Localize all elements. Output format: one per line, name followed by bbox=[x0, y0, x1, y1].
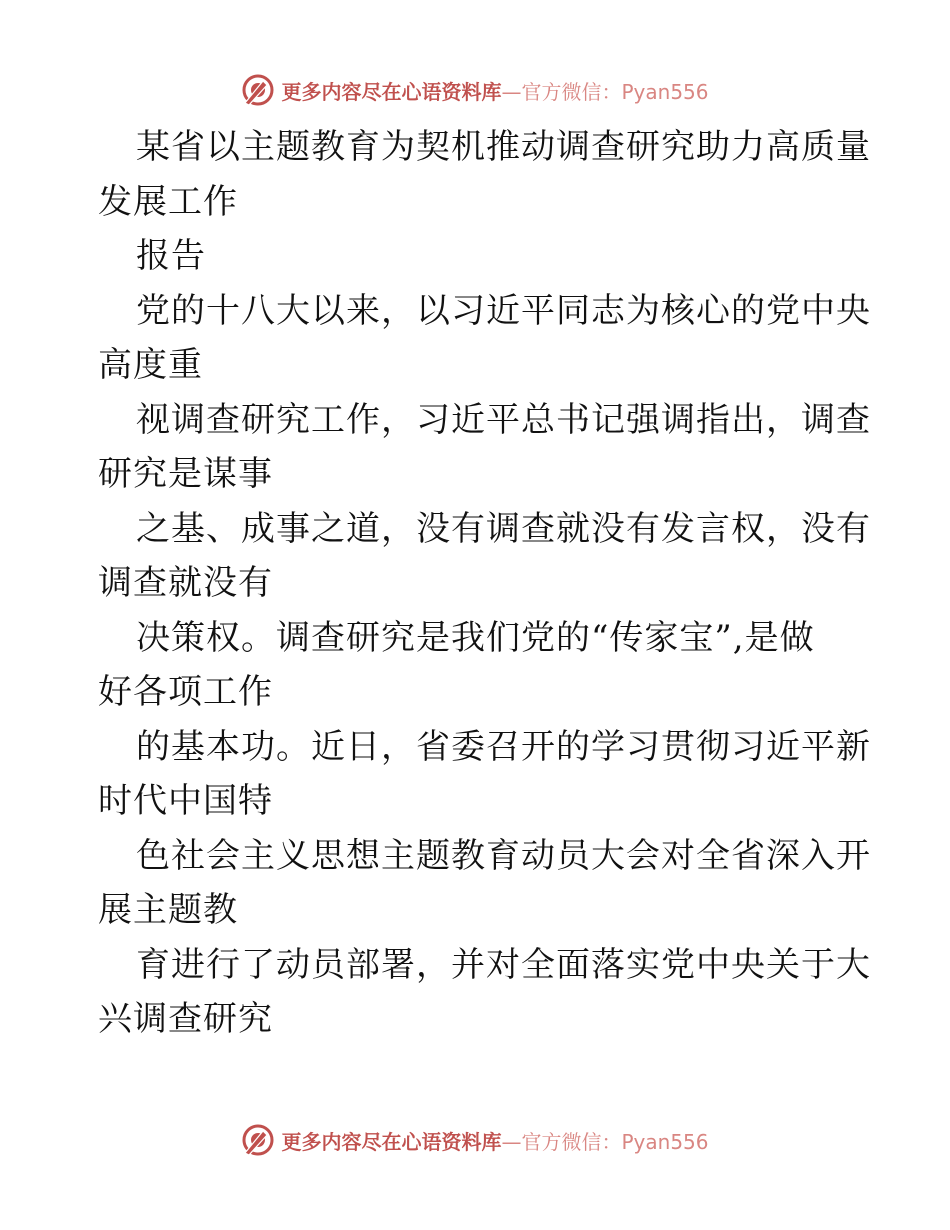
document-line: 的基本功。近日，省委召开的学习贯彻习近平新 bbox=[136, 726, 871, 767]
document-line: 时代中国特 bbox=[98, 781, 273, 821]
document-line: 决策权。调查研究是我们党的“传家宝”,是做 bbox=[136, 617, 815, 658]
document-line: 党的十八大以来，以习近平同志为核心的党中央 bbox=[136, 290, 871, 331]
document-line: 发展工作 bbox=[98, 181, 238, 222]
document-line: 好各项工作 bbox=[98, 672, 273, 712]
document-line: 调查就没有 bbox=[98, 563, 273, 603]
header-watermark-banner bbox=[0, 70, 950, 110]
document-line: 展主题教 bbox=[98, 890, 238, 930]
banner-separator: — bbox=[501, 1129, 522, 1154]
document-line: 研究是谋事 bbox=[98, 454, 273, 494]
footer-banner-text bbox=[281, 1126, 708, 1155]
document-line: 视调查研究工作，习近平总书记强调指出，调查 bbox=[136, 399, 871, 440]
document-body bbox=[98, 120, 871, 1047]
wechat-label: 官方微信： bbox=[521, 1129, 622, 1154]
document-line: 高度重 bbox=[98, 345, 203, 385]
footer-watermark-banner bbox=[0, 1120, 950, 1160]
pen-circle-logo-icon bbox=[241, 1123, 275, 1157]
site-name-text: 更多内容尽在心语资料库 bbox=[281, 1129, 502, 1154]
header-banner-text bbox=[281, 76, 708, 105]
site-name-text: 更多内容尽在心语资料库 bbox=[281, 79, 502, 104]
document-line: 色社会主义思想主题教育动员大会对全省深入开 bbox=[136, 835, 871, 876]
pen-circle-logo-icon bbox=[241, 73, 275, 107]
document-line: 育进行了动员部署，并对全面落实党中央关于大 bbox=[136, 944, 871, 985]
wechat-id: Pyan556 bbox=[621, 1129, 709, 1154]
wechat-label: 官方微信： bbox=[521, 79, 622, 104]
document-line: 报告 bbox=[136, 236, 206, 276]
banner-separator: — bbox=[501, 79, 522, 104]
document-line: 兴调查研究 bbox=[98, 999, 273, 1039]
document-line: 某省以主题教育为契机推动调查研究助力高质量 bbox=[136, 127, 871, 167]
wechat-id: Pyan556 bbox=[621, 79, 709, 104]
document-line: 之基、成事之道，没有调查就没有发言权，没有 bbox=[136, 508, 871, 549]
